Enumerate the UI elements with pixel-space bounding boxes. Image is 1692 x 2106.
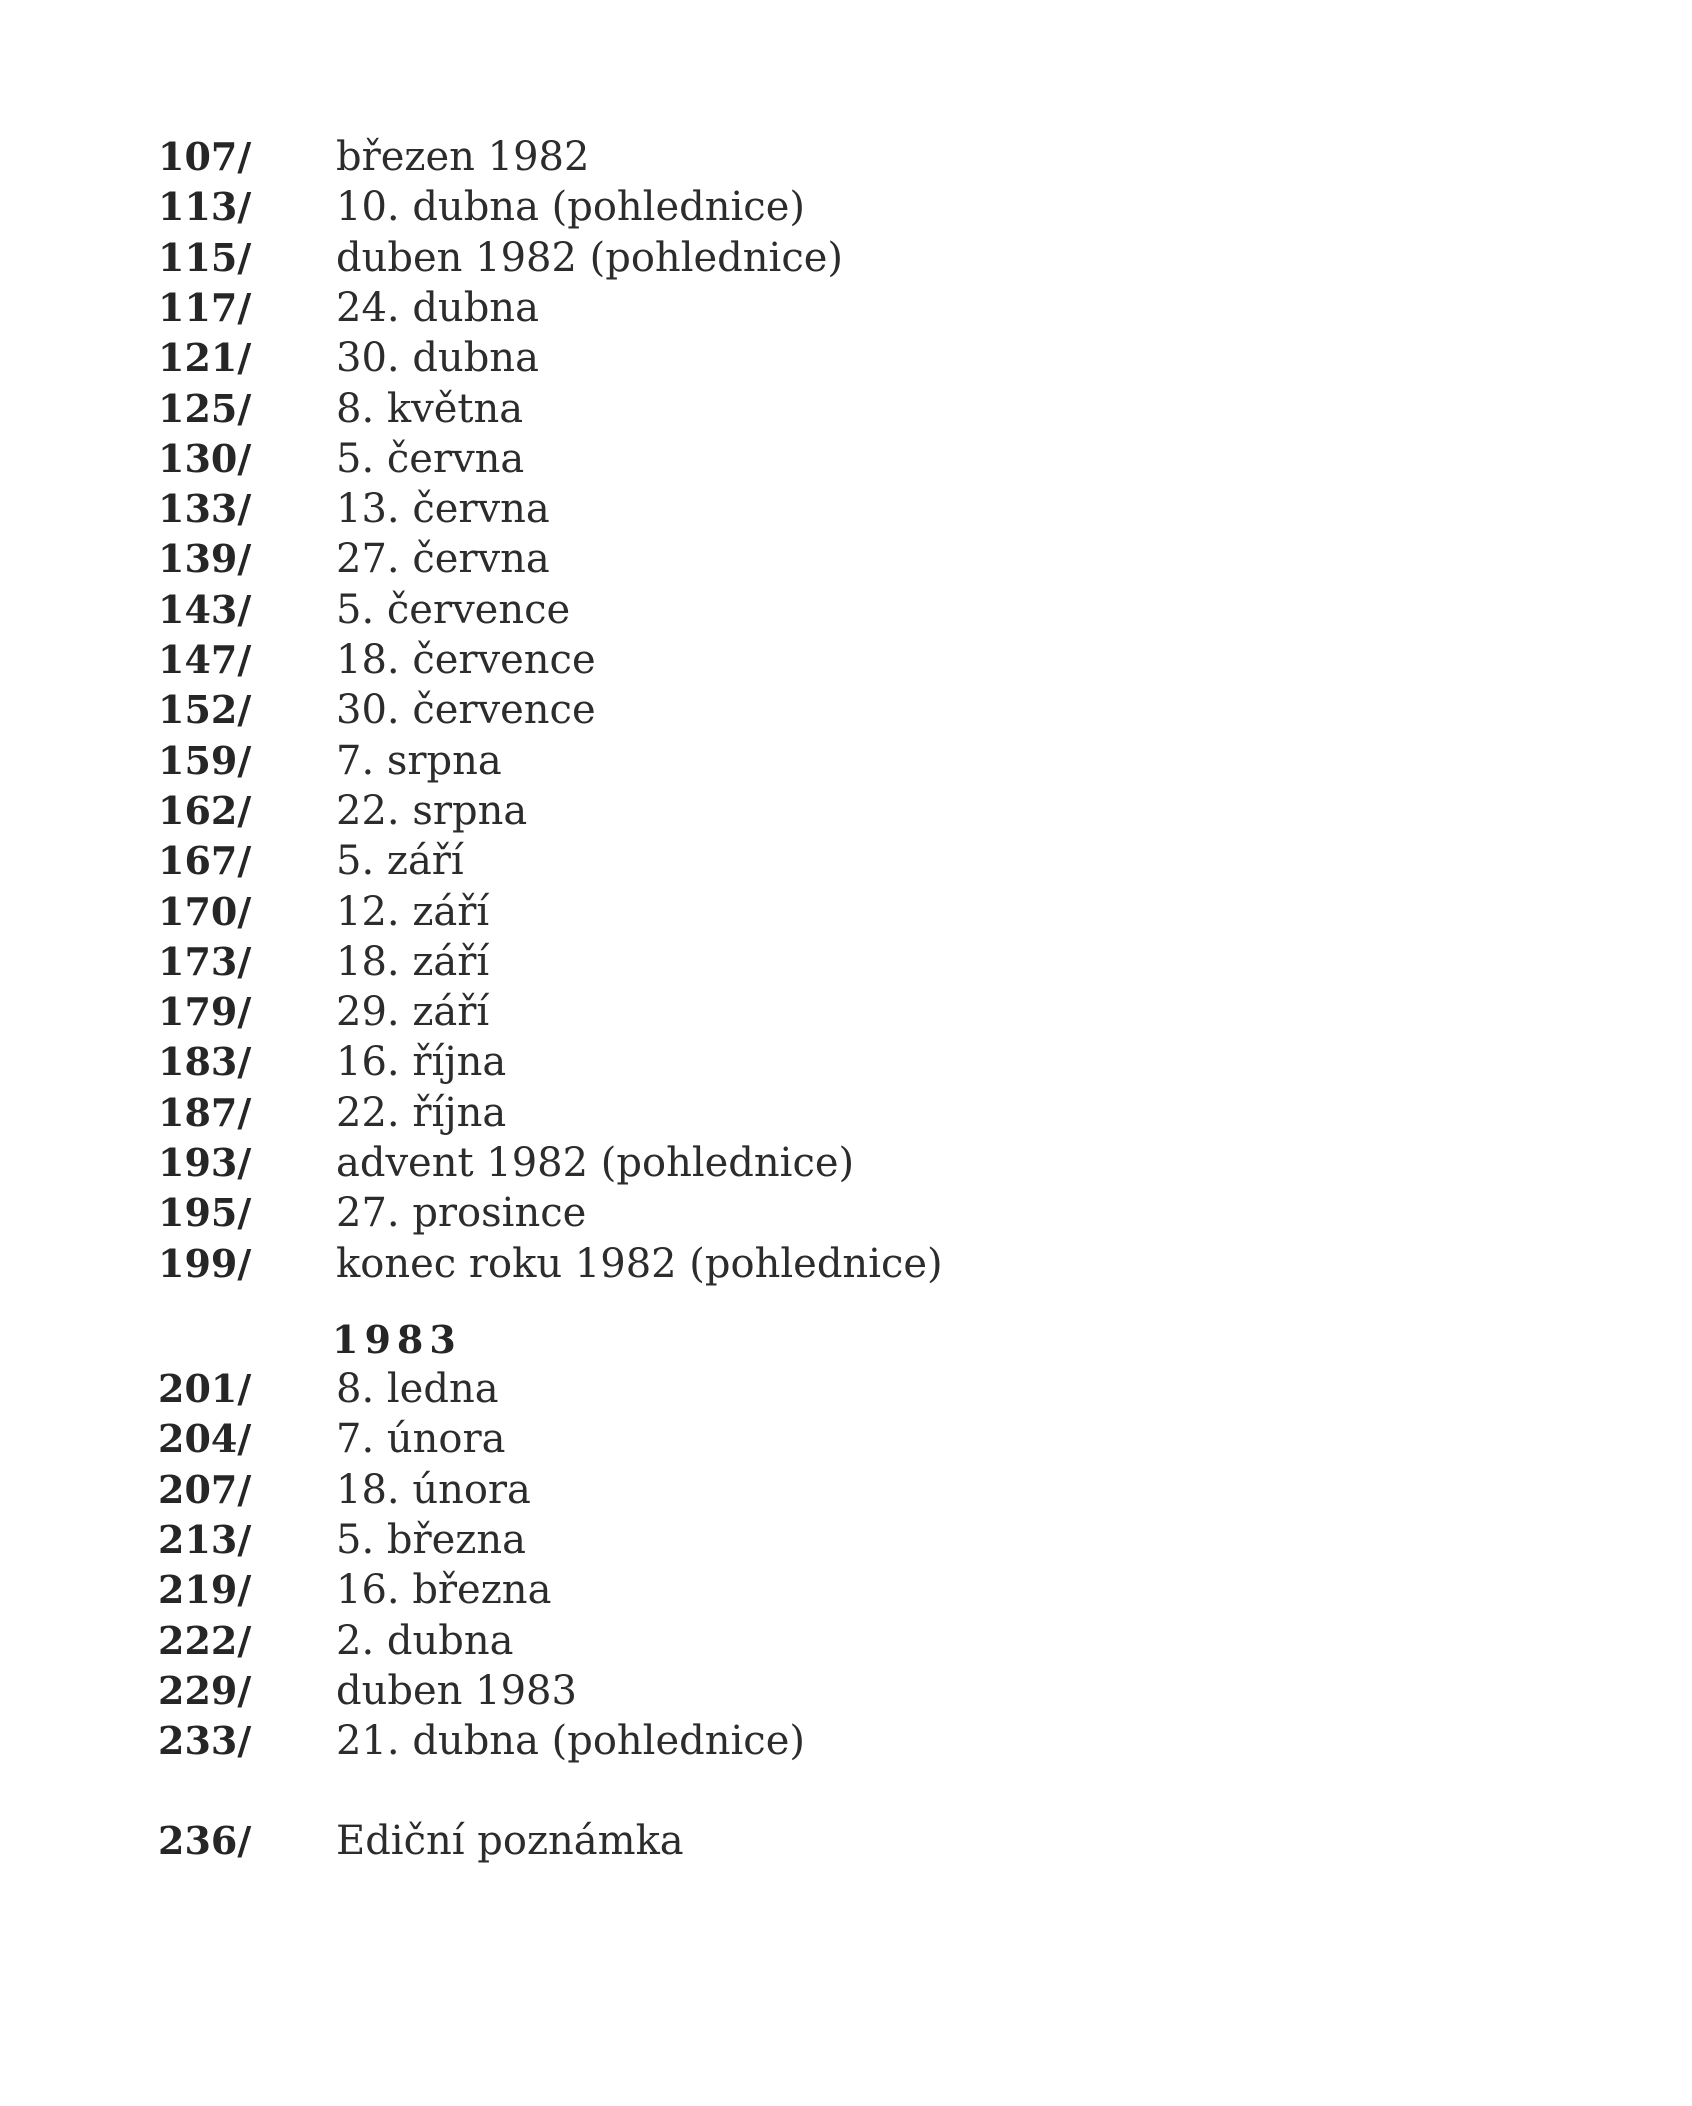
page-number: 236/ bbox=[158, 1818, 252, 1863]
entry-title: 5. září bbox=[336, 838, 464, 885]
entry-title: 18. července bbox=[336, 637, 596, 683]
entry-title: 29. září bbox=[336, 989, 490, 1036]
page-number: 113/ bbox=[158, 184, 252, 230]
entry-title: duben 1982 (pohlednice) bbox=[336, 234, 843, 281]
page-number: 233/ bbox=[158, 1718, 252, 1764]
entry-title: Ediční poznámka bbox=[336, 1818, 684, 1864]
page-number: 170/ bbox=[158, 888, 252, 934]
page-number: 199/ bbox=[158, 1240, 252, 1286]
entry-title: 7. srpna bbox=[336, 737, 502, 784]
page-number: 139/ bbox=[158, 536, 252, 582]
entry-title: 27. prosince bbox=[336, 1190, 587, 1237]
entry-title: konec roku 1982 (pohlednice) bbox=[336, 1240, 943, 1287]
entry-title: 7. února bbox=[336, 1416, 506, 1463]
page-number: 207/ bbox=[158, 1466, 252, 1512]
entry-title: advent 1982 (pohlednice) bbox=[336, 1140, 855, 1186]
page-number: 152/ bbox=[158, 687, 252, 733]
year-heading: 1983 bbox=[332, 1317, 462, 1362]
page-number: 213/ bbox=[158, 1516, 252, 1562]
entry-title: březen 1982 bbox=[336, 134, 590, 180]
entry-title: 8. ledna bbox=[336, 1366, 499, 1412]
entry-title: 5. června bbox=[336, 435, 525, 482]
page-number: 201/ bbox=[158, 1366, 252, 1411]
entry-title: 30. července bbox=[336, 687, 596, 734]
entry-title: 16. března bbox=[336, 1567, 552, 1614]
entry-title: 13. června bbox=[336, 486, 550, 533]
entry-title: 10. dubna (pohlednice) bbox=[336, 184, 805, 231]
page-number: 229/ bbox=[158, 1667, 252, 1713]
page-number: 193/ bbox=[158, 1140, 252, 1185]
entry-title: 22. srpna bbox=[336, 787, 528, 834]
page-number: 147/ bbox=[158, 637, 252, 682]
page-number: 107/ bbox=[158, 134, 252, 179]
entry-title: 16. října bbox=[336, 1039, 507, 1086]
entry-title: 24. dubna bbox=[336, 284, 539, 331]
page-number: 162/ bbox=[158, 787, 252, 833]
entry-title: 2. dubna bbox=[336, 1617, 514, 1664]
entry-title: 30. dubna bbox=[336, 335, 539, 382]
page-number: 121/ bbox=[158, 335, 252, 381]
page-number: 219/ bbox=[158, 1567, 252, 1613]
entry-title: 5. března bbox=[336, 1516, 526, 1563]
page-number: 143/ bbox=[158, 586, 252, 632]
page-number: 179/ bbox=[158, 989, 252, 1035]
entry-title: duben 1983 bbox=[336, 1667, 577, 1714]
entry-title: 8. května bbox=[336, 385, 524, 432]
page-number: 204/ bbox=[158, 1416, 252, 1462]
page-number: 133/ bbox=[158, 486, 252, 532]
page-number: 187/ bbox=[158, 1089, 252, 1135]
page-number: 195/ bbox=[158, 1190, 252, 1236]
page-number: 125/ bbox=[158, 385, 252, 431]
entry-title: 5. července bbox=[336, 586, 571, 633]
page-number: 115/ bbox=[158, 234, 252, 280]
page-number: 183/ bbox=[158, 1039, 252, 1085]
page-number: 159/ bbox=[158, 737, 252, 783]
entry-title: 21. dubna (pohlednice) bbox=[336, 1718, 805, 1765]
page-number: 173/ bbox=[158, 938, 252, 984]
entry-title: 12. září bbox=[336, 888, 490, 935]
entry-title: 27. června bbox=[336, 536, 550, 583]
entry-title: 18. září bbox=[336, 938, 490, 985]
page-number: 117/ bbox=[158, 284, 252, 330]
page-number: 130/ bbox=[158, 435, 252, 481]
page-number: 222/ bbox=[158, 1617, 252, 1663]
entry-title: 22. října bbox=[336, 1089, 507, 1136]
page-number: 167/ bbox=[158, 838, 252, 884]
entry-title: 18. února bbox=[336, 1466, 531, 1513]
